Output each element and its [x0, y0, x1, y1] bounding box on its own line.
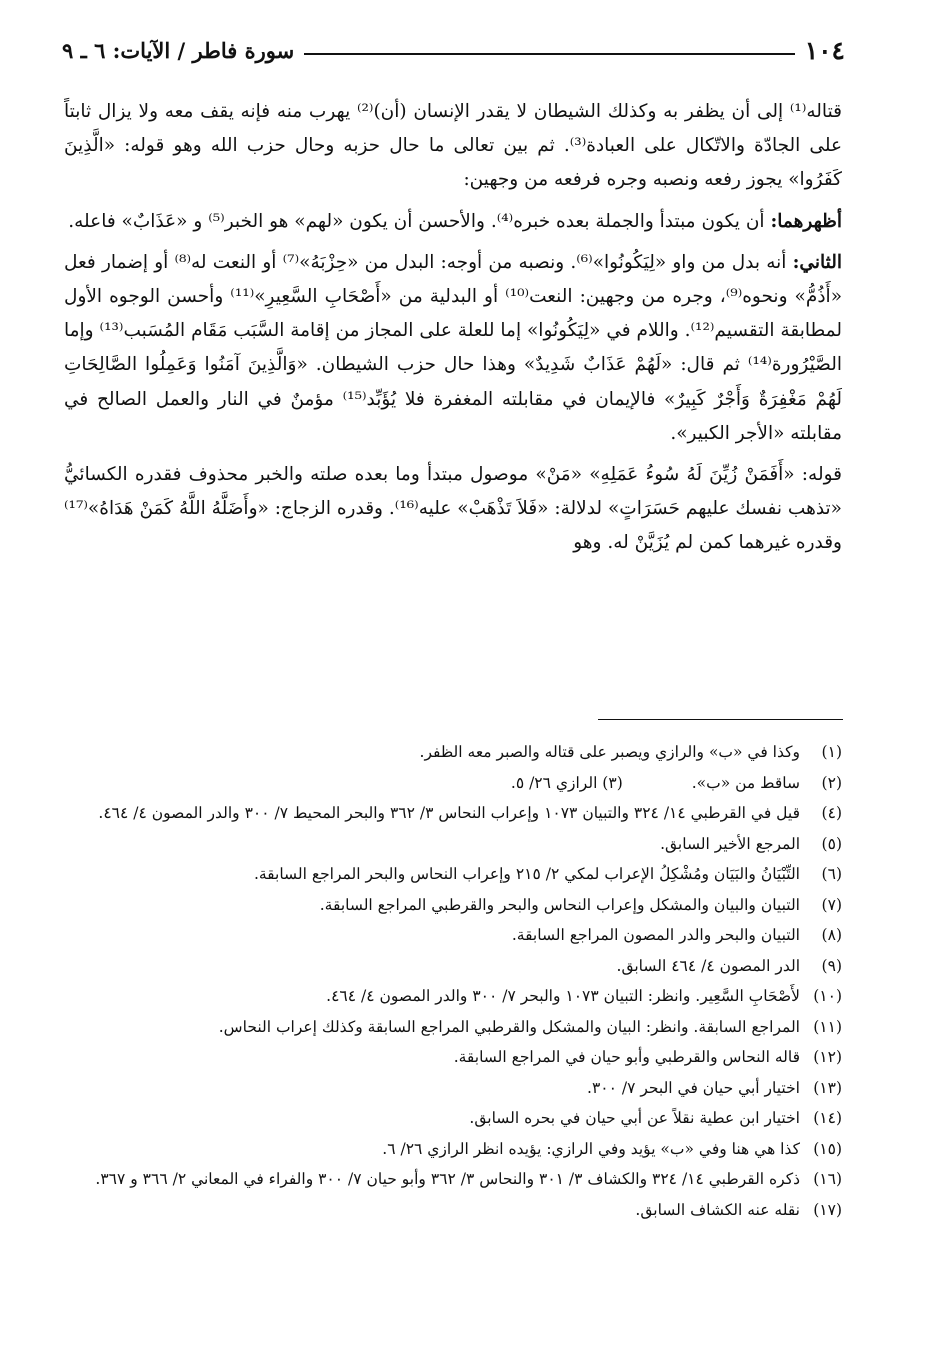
paragraph-lead: أظهرهما: [770, 210, 842, 232]
running-title: سورة فاطر / الآيات: ٦ ـ ٩ [62, 37, 295, 63]
footnote [64, 951, 842, 982]
footnote [64, 829, 842, 860]
footnote [64, 1164, 842, 1195]
main-text [64, 95, 842, 561]
footnote-number: (١٥) [813, 1139, 842, 1158]
footnote-number: (٢) [821, 773, 842, 792]
paragraph: الثاني: أنه بدل من واو «لِيَكُونُوا»⁽⁶⁾. ونصبه من أوجه: البدل من «حِزْبَهُ»⁽⁷⁾ أو النعت له⁽⁸⁾ أو إضمار فعل «أَذُمُّ» ونحوه⁽⁹⁾، وجره من وجهين: النعت⁽¹⁰⁾ أو البدلية من «أَصْحَابِ السَّعِيرِ»⁽¹¹⁾ وأحسن الوجوه الأول لمطابقة التقسيم⁽¹²⁾. واللام في «لِيَكُونُوا» إما للعلة على المجاز من إقامة السَّبَب مَقَام المُسَبب⁽¹³⁾ وإما الصَّيْرُورة⁽¹⁴⁾ ثم قال: «لَهُمْ عَذَابٌ شَدِيدٌ» وهذا حال حزب الشيطان. «وَالَّذِينَ آمَنُوا وَعَمِلُوا الصَّالِحَاتِ لَهُمْ مَغْفِرَةٌ وَأَجْرٌ كَبِيرٌ» فالإيمان في مقابلته المغفرة فلا يُؤَبِّد⁽¹⁵⁾ مؤمنٌ في النار والعمل الصالح في مقابلته «الأجر الكبير». [64, 251, 843, 444]
footnote-text: لأَصْحَابِ السَّعِير. وانظر: التبيان ١٠٧٣ والبحر ٧/ ٣٠٠ والدر المصون ٤/ ٤٦٤. [326, 987, 800, 1005]
footnote-number: (١٤) [813, 1109, 842, 1127]
footnote-number: (٨) [821, 926, 842, 944]
footnote-text: الدر المصون ٤/ ٤٦٤ السابق. [616, 956, 800, 975]
footnote-number: (١٠) [813, 987, 842, 1005]
footnotes [64, 737, 842, 1225]
footnote [64, 1042, 842, 1073]
footnote-text: التبيان والبحر والدر المصون المراجع السابقة. [511, 926, 800, 944]
footnote-number: (٦) [821, 865, 842, 883]
footnote-text: نقله عنه الكشاف السابق. [635, 1200, 800, 1219]
footnote-separator [598, 719, 843, 720]
footnote-text: ذكره القرطبي ١٤/ ٣٢٤ والكشاف ٣/ ٣٠١ والنحاس ٣/ ٣٦٢ وأبو حيان ٧/ ٣٠٠ والفراء في المعاني ٢/ ٣٦٦ و ٣٦٧. [95, 1170, 800, 1188]
footnote-number: (١٢) [813, 1048, 842, 1066]
footnote [64, 859, 842, 890]
footnote-text: اختيار ابن عطية نقلاً عن أبي حيان في بحره السابق. [469, 1109, 800, 1127]
footnote-number: (٧) [821, 895, 842, 914]
footnote [64, 1195, 842, 1226]
footnote-number: (٥) [821, 834, 842, 853]
footnote-number: (٩) [821, 956, 842, 975]
page-header [62, 33, 845, 67]
footnote-text: التِّبْيَانُ والبَيَان ومُشْكِلُ الإعراب لمكي ٢/ ٢١٥ وإعراب النحاس والبحر المراجع السابقة. [253, 865, 800, 883]
paragraph-lead: الثاني: [792, 251, 842, 273]
footnote-text: قيل في القرطبي ١٤/ ٣٢٤ والتبيان ١٠٧٣ وإعراب النحاس ٣/ ٣٦٢ والبحر المحيط ٧/ ٣٠٠ والدر المصون ٤/ ٤٦٤. [98, 804, 800, 822]
header-rule [304, 53, 795, 55]
page-number: ١٠٤ [804, 35, 845, 65]
footnote-text: اختيار أبي حيان في البحر ٧/ ٣٠٠. [587, 1078, 800, 1097]
footnote [64, 737, 842, 768]
footnote [64, 798, 842, 829]
paragraph: أظهرهما: أن يكون مبتدأ والجملة بعده خبره⁽⁴⁾. والأحسن أن يكون «لهم» هو الخبر⁽⁵⁾ و «عَذَابٌ» فاعله. [68, 210, 842, 232]
footnote-number: (١٣) [813, 1078, 842, 1097]
footnote-text: وكذا في «ب» والرازي ويصبر على قتاله والصبر معه الظفر. [419, 743, 800, 761]
footnote-text: المرجع الأخير السابق. [660, 834, 800, 853]
footnote [64, 768, 842, 799]
footnote-text: كذا هي هنا وفي «ب» يؤيد وفي الرازي: يؤيده انظر الرازي ٢٦/ ٦. [382, 1139, 800, 1158]
footnote [64, 920, 842, 951]
footnote [64, 1103, 842, 1134]
footnote [64, 1134, 842, 1165]
footnote-number: (٤) [821, 804, 842, 822]
footnote-number: (١٧) [813, 1200, 842, 1219]
footnote-number: (١) [821, 743, 842, 761]
paragraph: قتاله⁽¹⁾ إلى أن يظفر به وكذلك الشيطان لا يقدر الإنسان (أن)⁽²⁾ يهرب منه فإنه يقف معه ولا يزال ثابتاً على الجادّة والاتّكال على العبادة⁽³⁾. ثم بين تعالى ما حال حزبه وحال حزب الله وهو قوله: «الَّذِينَ كَفَرُوا» يجوز رفعه ونصبه وجره فرفعه من وجهين: [64, 101, 843, 191]
footnote-text: قاله النحاس والقرطبي وأبو حيان في المراجع السابقة. [453, 1048, 800, 1066]
footnote-text: المراجع السابقة. وانظر: البيان والمشكل والقرطبي المراجع السابقة وكذلك إعراب النحاس. [218, 1017, 800, 1036]
footnote-text: التبيان والبيان والمشكل وإعراب النحاس والبحر والقرطبي المراجع السابقة. [319, 895, 800, 914]
footnote [64, 1012, 842, 1043]
paragraph: قوله: «أَفَمَنْ زُيِّنَ لَهُ سُوءُ عَمَلِهِ» «مَنْ» موصول مبتدأ وما بعده صلته والخبر محذوف فقدره الكسائيُّ «تذهب نفسك عليهم حَسَرَاتٍ» لدلالة: «فَلاَ تَذْهَبْ» عليه⁽¹⁶⁾. وقدره الزجاج: «وأَضَلَّهُ اللَّهُ كَمَنْ هَدَاهُ»⁽¹⁷⁾ وقدره غيرهما كمن لم يُزَيَّنْ له. وهو [64, 464, 843, 554]
footnote-number: (١٦) [813, 1170, 842, 1188]
footnote [64, 981, 842, 1012]
footnote-number: (١١) [813, 1017, 842, 1036]
footnote [64, 1073, 842, 1104]
footnote [64, 890, 842, 921]
footnote-text: ساقط من «ب». (٣) الرازي ٢٦/ ٥. [510, 773, 800, 792]
